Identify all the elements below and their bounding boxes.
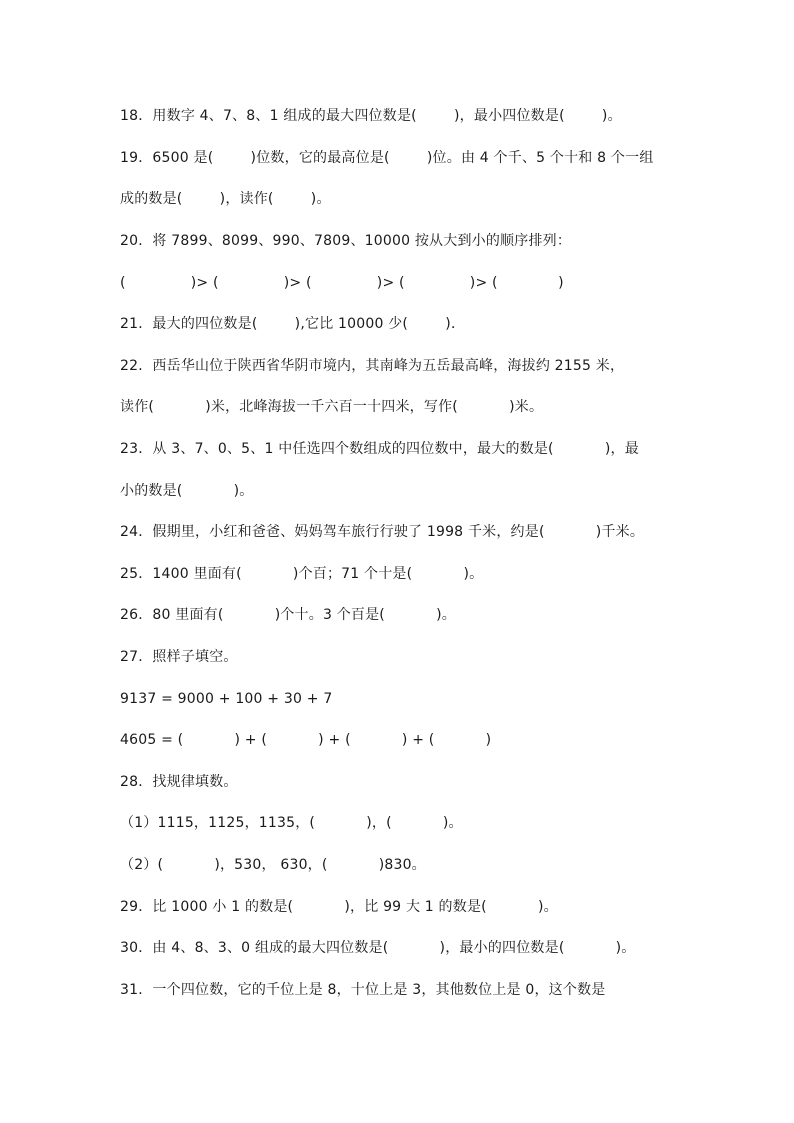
question-23-line-2: 小的数是( )。: [120, 483, 254, 499]
question-19-line-2: 成的数是( )，读作( )。: [120, 191, 331, 207]
question-29-line: 29．比 1000 小 1 的数是( )，比 99 大 1 的数是( )。: [120, 899, 558, 915]
question-22-line-2: 读作( )米，北峰海拔一千六百一十四米，写作( )米。: [120, 399, 544, 415]
question-31-line: 31．一个四位数，它的千位上是 8，十位上是 3，其他数位上是 0，这个数是: [120, 982, 606, 998]
question-27-example: 9137 = 9000 + 100 + 30 + 7: [120, 691, 333, 707]
question-22-line-1: 22．西岳华山位于陕西省华阴市境内，其南峰为五岳最高峰，海拔约 2155 米，: [120, 358, 625, 374]
question-24-line: 24．假期里，小红和爸爸、妈妈驾车旅行行驶了 1998 千米，约是( )千米。: [120, 524, 645, 540]
question-18-line: 18．用数字 4、7、8、1 组成的最大四位数是( )，最小四位数是( )。: [120, 108, 622, 124]
question-28-line: 28．找规律填数。: [120, 774, 238, 790]
question-28-part-1: （1）1115，1125，1135，( )，( )。: [120, 815, 463, 831]
question-20-blanks: ( )> ( )> ( )> ( )> ( ): [120, 275, 564, 291]
question-23-line-1: 23．从 3、7、0、5、1 中任选四个数组成的四位数中，最大的数是( )，最: [120, 441, 639, 457]
question-30-line: 30．由 4、8、3、0 组成的最大四位数是( )，最小的四位数是( )。: [120, 940, 636, 956]
question-27-line: 27．照样子填空。: [120, 649, 238, 665]
question-27-blanks: 4605 = ( ) + ( ) + ( ) + ( ): [120, 732, 492, 748]
question-19-line-1: 19．6500 是( )位数，它的最高位是( )位。由 4 个千、5 个十和 8 个一组: [120, 150, 654, 166]
question-25-line: 25．1400 里面有( )个百；71 个十是( )。: [120, 566, 484, 582]
question-28-part-2: （2）( )，530， 630，( )830。: [120, 857, 426, 873]
question-21-line: 21．最大的四位数是( ),它比 10000 少( )．: [120, 316, 466, 332]
question-26-line: 26．80 里面有( )个十。3 个百是( )。: [120, 607, 456, 623]
question-20-line-1: 20．将 7899、8099、990、7809、10000 按从大到小的顺序排列：: [120, 233, 572, 249]
